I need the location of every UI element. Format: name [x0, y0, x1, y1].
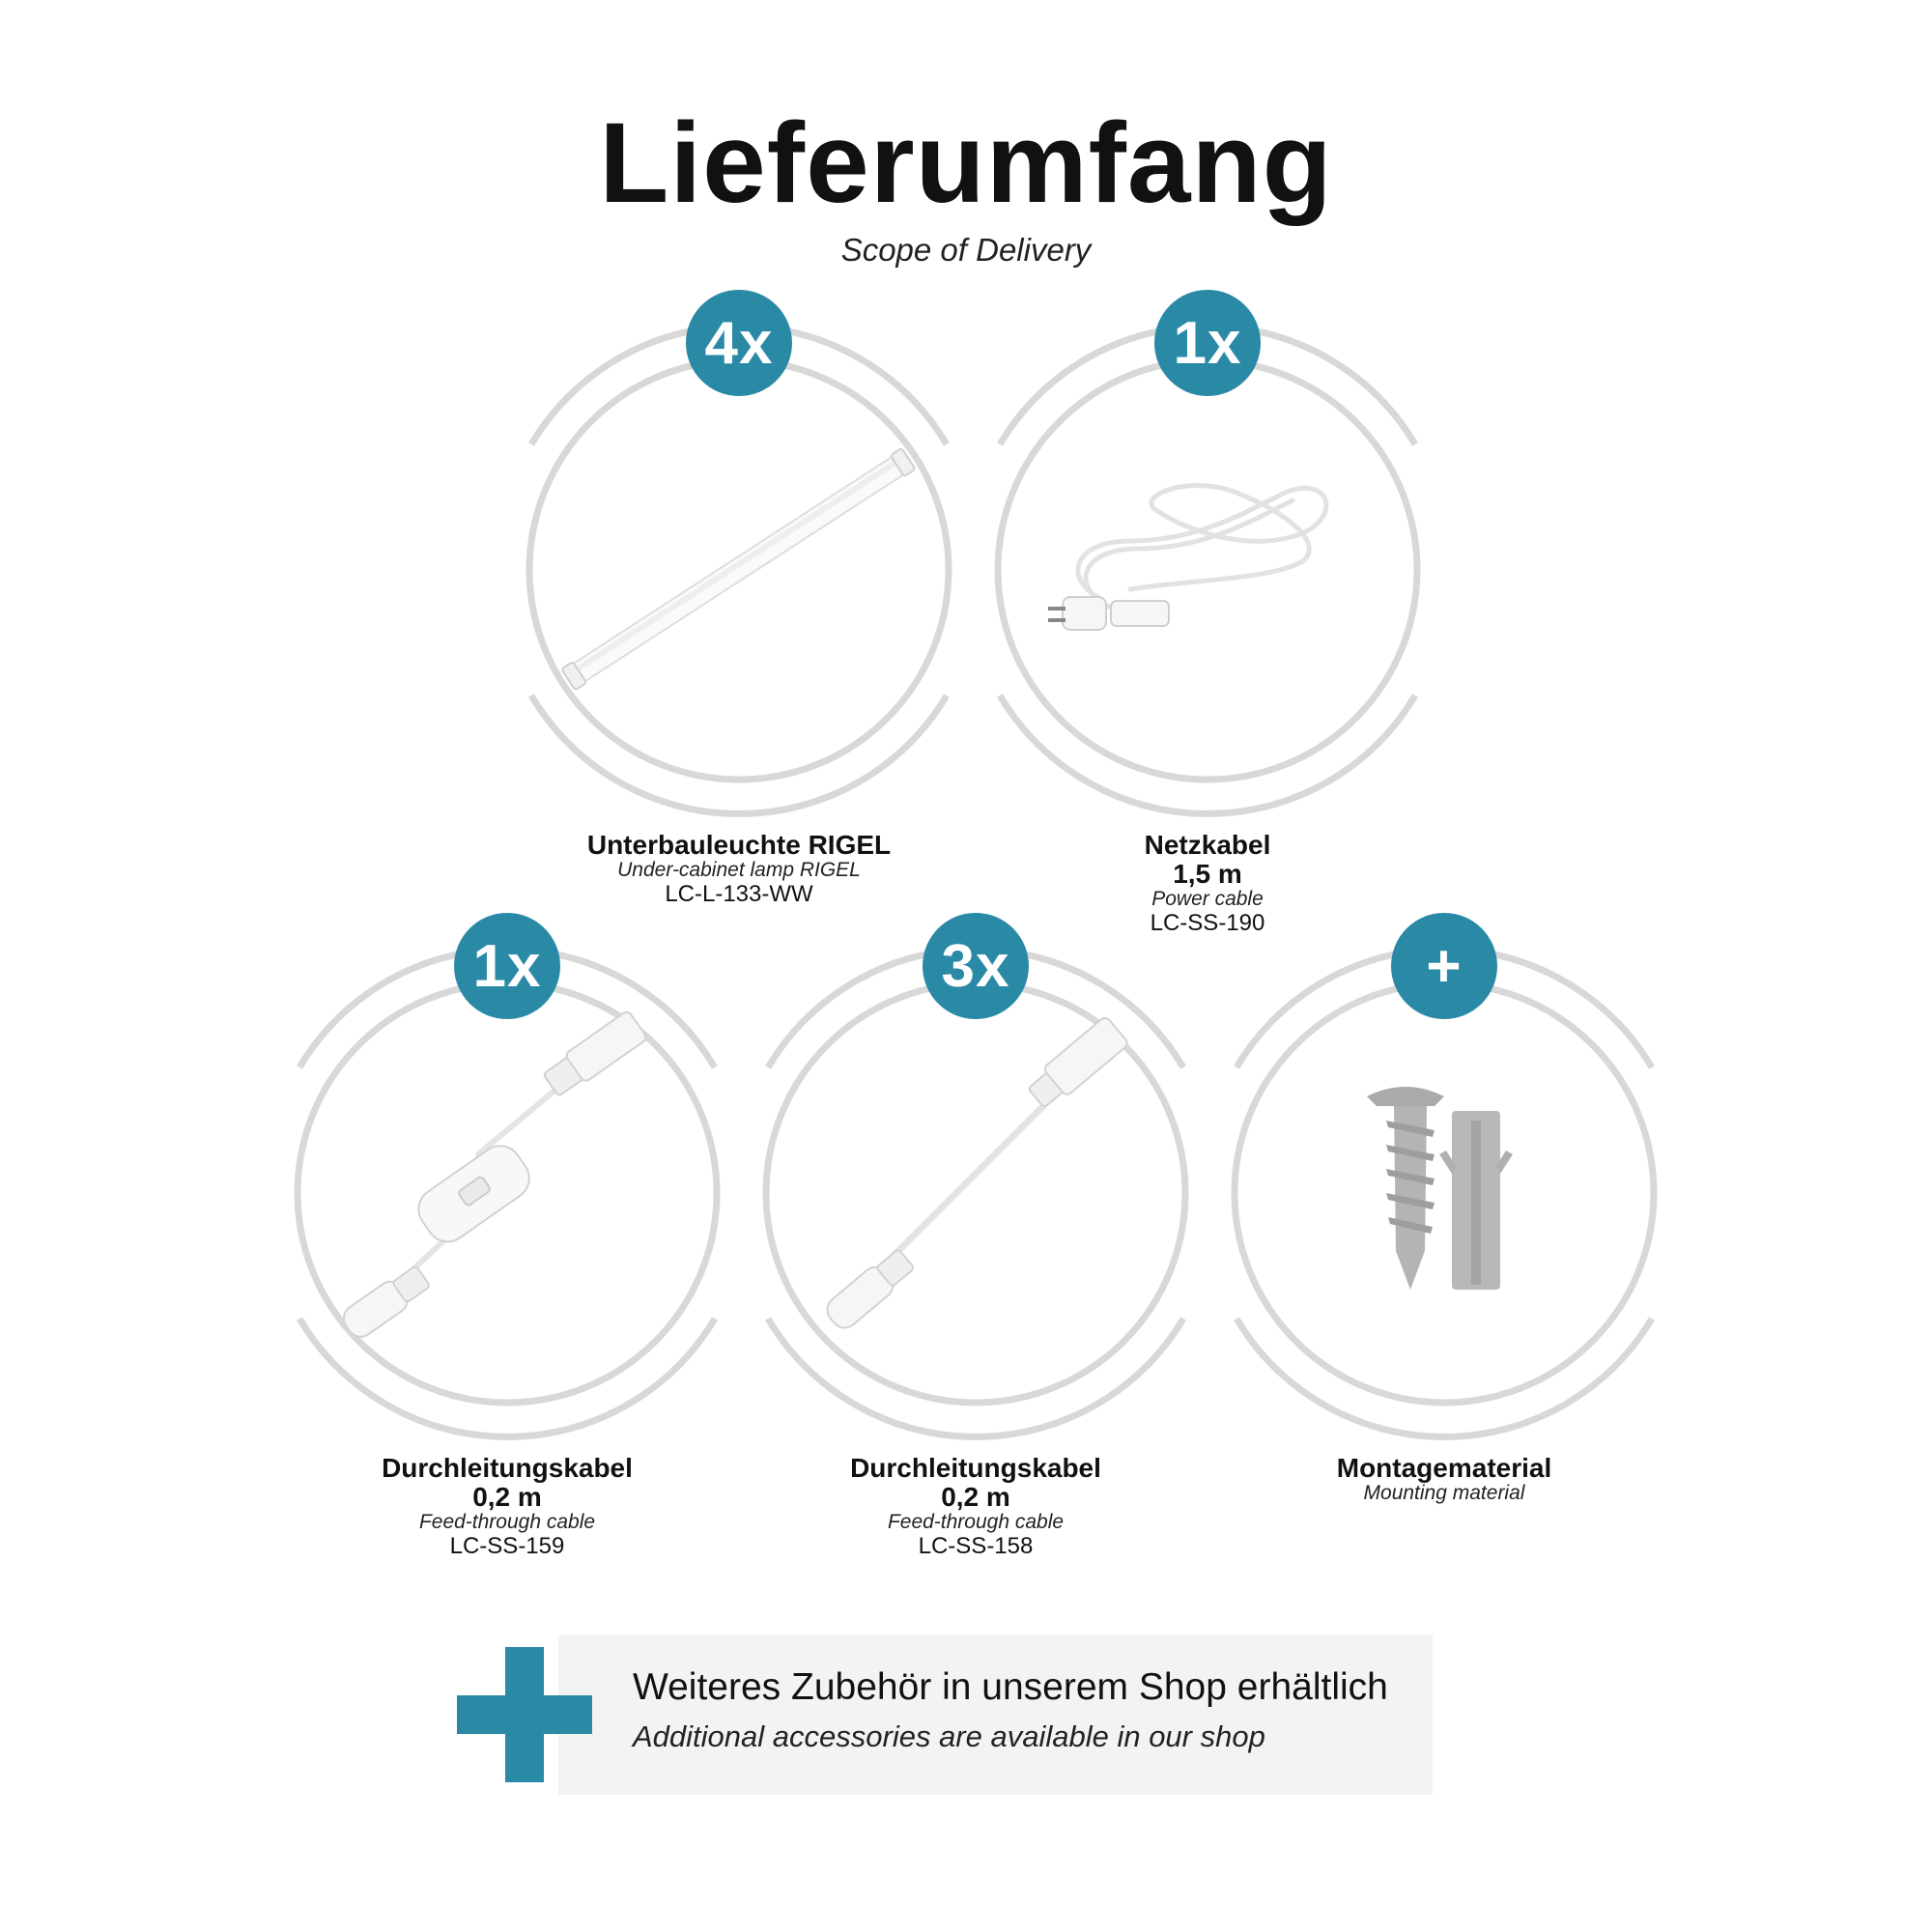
quantity-badge: 3x: [923, 913, 1029, 1019]
item-code: LC-SS-159: [449, 1533, 565, 1560]
banner-text-en: Additional accessories are available in our shop: [633, 1719, 1265, 1753]
accessories-banner: [558, 1634, 1433, 1795]
page-title: Lieferumfang: [599, 99, 1333, 227]
item-size: 0,2 m: [472, 1482, 542, 1513]
item-code: LC-SS-190: [1150, 910, 1265, 937]
item-caption: [256, 1454, 758, 1559]
item-size: 0,2 m: [941, 1482, 1010, 1513]
item-code: LC-L-133-WW: [665, 880, 813, 907]
item-name-de: Durchleitungskabel: [382, 1453, 633, 1483]
item-name-de: Durchleitungskabel: [850, 1453, 1101, 1483]
banner-text-de: Weiteres Zubehör in unserem Shop erhältlich: [633, 1666, 1388, 1708]
item-name-en: Power cable: [1151, 888, 1264, 911]
plus-icon: [457, 1647, 592, 1782]
plus-badge: +: [1391, 913, 1497, 1019]
item-code: LC-SS-158: [918, 1533, 1034, 1560]
item-caption: [1193, 1454, 1695, 1505]
quantity-badge: 1x: [454, 913, 560, 1019]
item-name-de: Unterbauleuchte RIGEL: [586, 830, 892, 860]
item-name-de: Montagematerial: [1336, 1453, 1552, 1483]
item-name-en: Feed-through cable: [887, 1511, 1065, 1534]
item-name-en: Feed-through cable: [418, 1511, 596, 1534]
page-subtitle: Scope of Delivery: [840, 232, 1092, 268]
item-name-de: Netzkabel: [1144, 830, 1271, 860]
item-size: 1,5 m: [1173, 859, 1242, 890]
item-name-en: Under-cabinet lamp RIGEL: [617, 859, 861, 882]
quantity-badge: 4x: [686, 290, 792, 396]
item-caption: [724, 1454, 1227, 1559]
item-name-en: Mounting material: [1363, 1482, 1525, 1505]
item-caption: [488, 831, 990, 907]
quantity-badge: 1x: [1154, 290, 1261, 396]
